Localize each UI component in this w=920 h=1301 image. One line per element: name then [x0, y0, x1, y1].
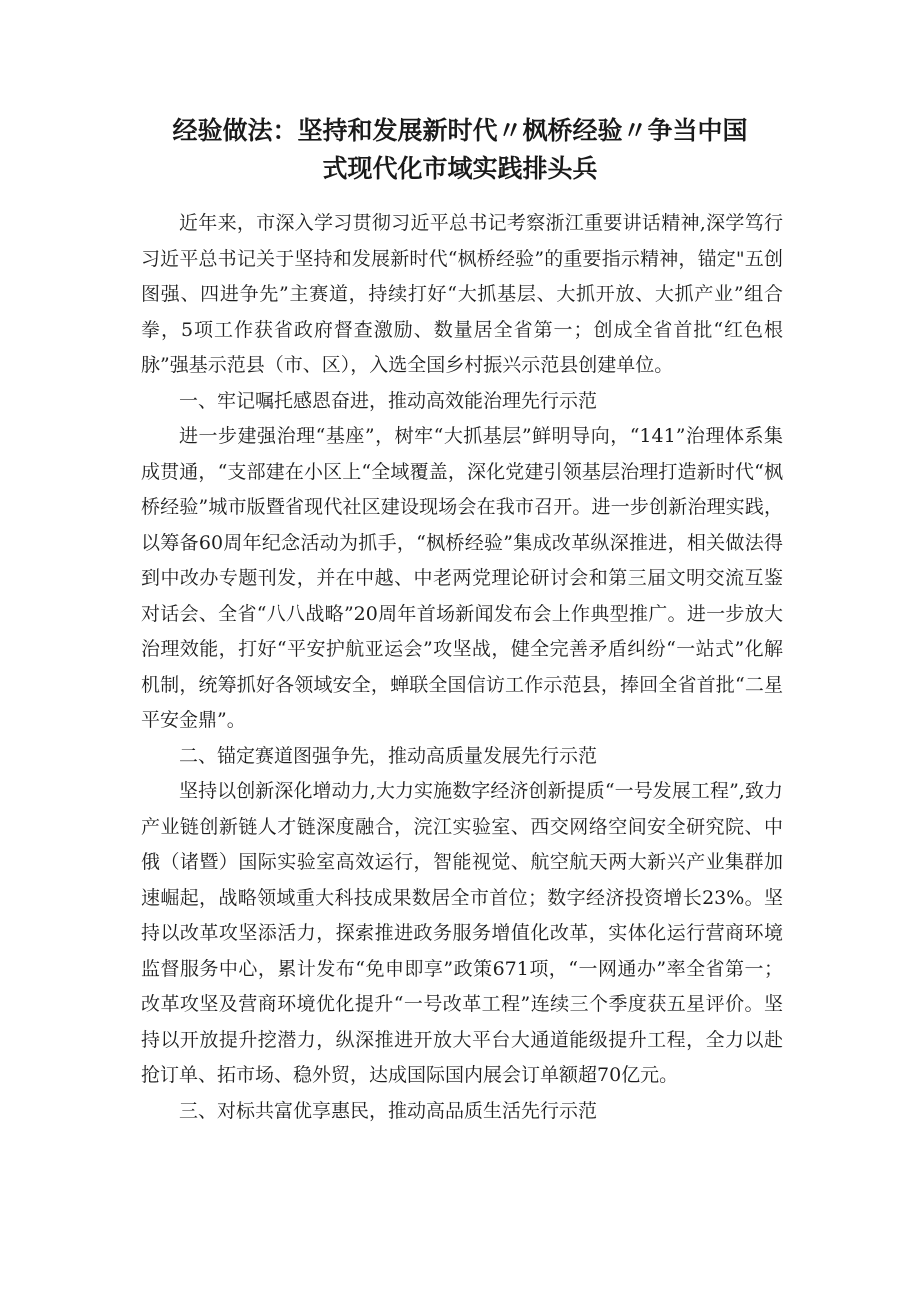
section-heading-2: 二、锚定赛道图强争先，推动高质量发展先行示范: [179, 744, 598, 767]
section-heading-1: 一、牢记嘱托感恩奋进，推动高效能治理先行示范: [179, 389, 598, 412]
section-2-paragraph: 坚持以创新深化增动力,大力实施数字经济创新提质“一号发展工程”,致力产业链创新链人才链深度融合，浣江实验室、西交网络空间安全研究院、中俄（诸暨）国际实验室高效运行，智能视觉、航空航天两大新兴产业集群加速崛起，战略领域重大科技成果数居全市首位；数字经济投资增长23%。坚持以改革攻坚添活力，探索推进政务服务增值化改革，实体化运行营商环境监督服务中心，累计发布“免申即享”政策671项，“一网通办”率全省第一；改革攻坚及营商环境优化提升“一号改革工程”连续三个季度获五星评价。坚持以开放提升挖潜力，纵深推进开放大平台大通道能级提升工程，全力以赴抢订单、拓市场、稳外贸，达成国际国内展会订单额超70亿元。: [141, 780, 783, 1086]
intro-paragraph: 近年来，市深入学习贯彻习近平总书记考察浙江重要讲话精神,深学笃行习近平总书记关于坚持和发展新时代“枫桥经验”的重要指示精神，锚定"五创图强、四进争先”主赛道，持续打好“大抓基层、大抓开放、大抓产业”组合拳，5项工作获省政府督查激励、数量居全省第一；创成全省首批“红色根脉”强基示范县（市、区），入选全国乡村振兴示范县创建单位。: [141, 212, 783, 376]
section-heading-3: 三、对标共富优享惠民，推动高品质生活先行示范: [179, 1099, 598, 1122]
section-1-paragraph: 进一步建强治理“基座”，树牢“大抓基层”鲜明导向，“141”治理体系集成贯通，“支部建在小区上“全域覆盖，深化党建引领基层治理打造新时代“枫桥经验”城市版暨省现代社区建设现场会在我市召开。进一步创新治理实践，以筹备60周年纪念活动为抓手，“枫桥经验”集成改革纵深推进，相关做法得到中改办专题刊发，并在中越、中老两党理论研讨会和第三届文明交流互鉴对话会、全省“八八战略”20周年首场新闻发布会上作典型推广。进一步放大治理效能，打好“平安护航亚运会”攻坚战，健全完善矛盾纠纷“一站式”化解机制，统筹抓好各领域安全，蝉联全国信访工作示范县，捧回全省首批“二星平安金鼎”。: [141, 425, 783, 731]
title-line-2: 式现代化市域实践排头兵: [322, 154, 598, 183]
title-line-1: 经验做法：坚持和发展新时代〃枫桥经验〃争当中国: [172, 116, 748, 145]
document-body: [141, 206, 783, 1129]
document-title: [140, 112, 780, 188]
